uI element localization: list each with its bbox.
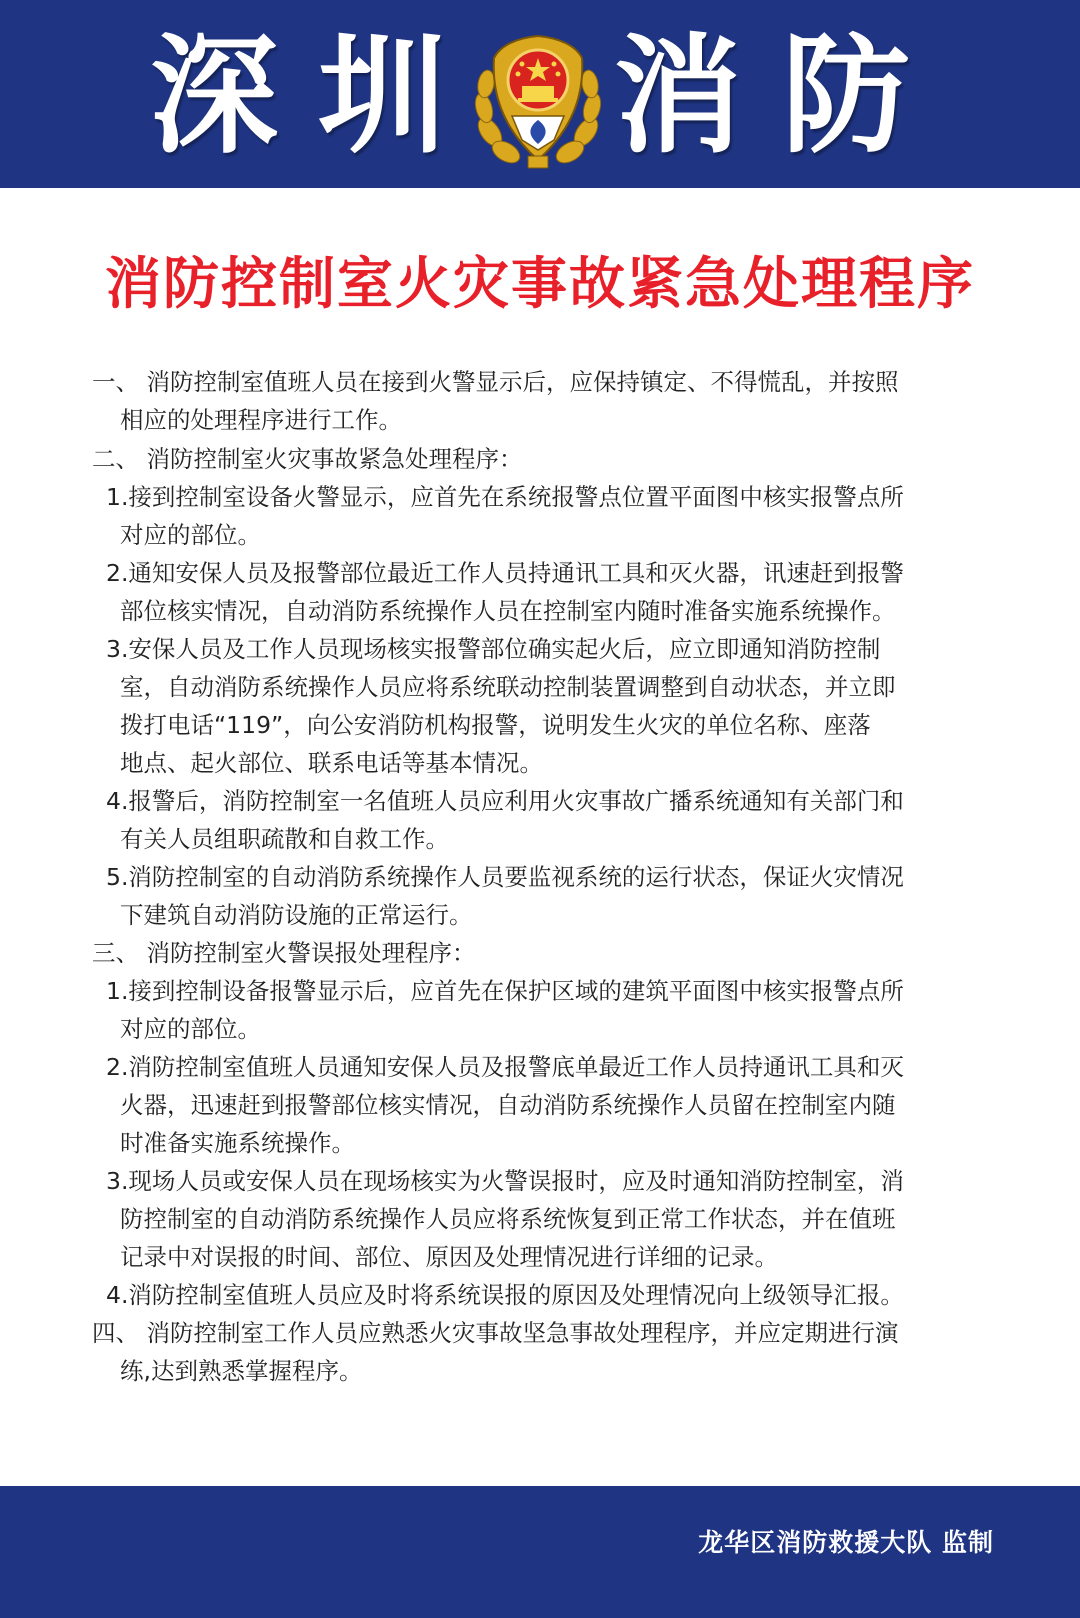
- body-line: 对应的部位。: [120, 521, 261, 549]
- document-title: 消防控制室火灾事故紧急处理程序: [105, 252, 975, 317]
- body-line: 1.接到控制设备报警显示后，应首先在保护区域的建筑平面图中核实报警点所: [106, 977, 904, 1005]
- body-line: 相应的处理程序进行工作。: [120, 406, 402, 434]
- header-title-char: 防: [782, 21, 911, 171]
- section-heading: 四、 消防控制室工作人员应熟悉火灾事故坚急事故处理程序，并应定期进行演: [92, 1319, 899, 1347]
- body-line: 有关人员组职疏散和自救工作。: [120, 825, 449, 853]
- section-heading: 三、 消防控制室火警误报处理程序：: [92, 939, 476, 967]
- body-line: 4.报警后，消防控制室一名值班人员应利用火灾事故广播系统通知有关部门和: [106, 787, 904, 815]
- body-line: 部位核实情况，自动消防系统操作人员在控制室内随时准备实施系统操作。: [120, 597, 896, 625]
- section-heading: 二、 消防控制室火灾事故紧急处理程序：: [92, 445, 523, 473]
- footer-issuer: 龙华区消防救援大队 监制: [698, 1528, 994, 1557]
- body-line: 室，自动消防系统操作人员应将系统联动控制装置调整到自动状态，并立即: [120, 673, 896, 701]
- body-line: 拨打电话“119”，向公安消防机构报警，说明发生火灾的单位名称、座落: [120, 711, 871, 739]
- body-line: 3.安保人员及工作人员现场核实报警部位确实起火后，应立即通知消防控制: [106, 635, 881, 663]
- fire-rescue-emblem-icon: [472, 28, 604, 176]
- body-line: 记录中对误报的时间、部位、原因及处理情况进行详细的记录。: [120, 1243, 778, 1271]
- header-banner: [0, 0, 1080, 188]
- body-line: 5.消防控制室的自动消防系统操作人员要监视系统的运行状态，保证火灾情况: [106, 863, 904, 891]
- body-line: 火器，迅速赶到报警部位核实情况，自动消防系统操作人员留在控制室内随: [120, 1091, 896, 1119]
- body-line: 时准备实施系统操作。: [120, 1129, 355, 1157]
- body-line: 练,达到熟悉掌握程序。: [120, 1357, 363, 1385]
- footer-banner: [0, 1486, 1080, 1618]
- body-line: 防控制室的自动消防系统操作人员应将系统恢复到正常工作状态，并在值班: [120, 1205, 896, 1233]
- body-line: 1.接到控制室设备火警显示，应首先在系统报警点位置平面图中核实报警点所: [106, 483, 904, 511]
- header-title-char: 圳: [318, 21, 447, 171]
- header-title-char: 消: [614, 21, 743, 171]
- body-line: 2.消防控制室值班人员通知安保人员及报警底单最近工作人员持通讯工具和灭: [106, 1053, 904, 1081]
- body-line: 下建筑自动消防设施的正常运行。: [120, 901, 473, 929]
- body-line: 4.消防控制室值班人员应及时将系统误报的原因及处理情况向上级领导汇报。: [106, 1281, 904, 1309]
- body-line: 一、 消防控制室值班人员在接到火警显示后，应保持镇定、不得慌乱，并按照: [92, 368, 899, 396]
- header-title-char: 深: [150, 21, 279, 171]
- body-line: 地点、起火部位、联系电话等基本情况。: [120, 749, 543, 777]
- body-line: 2.通知安保人员及报警部位最近工作人员持通讯工具和灭火器，讯速赶到报警: [106, 559, 904, 587]
- body-line: 3.现场人员或安保人员在现场核实为火警误报时，应及时通知消防控制室，消: [106, 1167, 904, 1195]
- body-line: 对应的部位。: [120, 1015, 261, 1043]
